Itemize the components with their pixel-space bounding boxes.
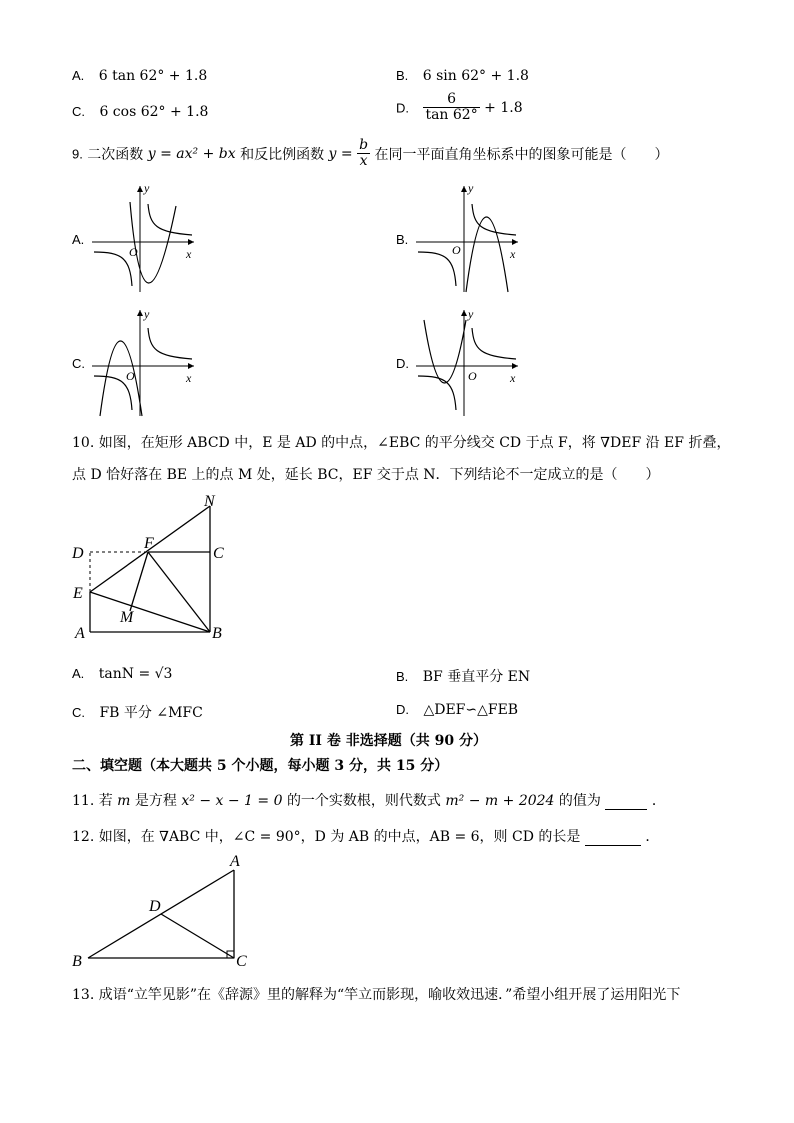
point-label-b: B [212,625,222,642]
option-text: tanN = √3 [98,666,173,682]
question-text: 11. 若 [72,793,113,809]
point-label-d: D [72,545,84,562]
point-label-c: C [213,545,224,562]
parabola-curve [100,341,142,416]
y-label: y [468,181,474,195]
q10-figure [70,494,250,644]
q12-figure [70,852,250,972]
parabola-curve [466,217,508,292]
equation: y = [328,145,353,162]
question-end: ． [651,793,666,809]
segment-dc [161,914,234,958]
hyperbola-branch-right [472,328,516,359]
q8-option-a [72,68,207,84]
variable: m [117,793,131,809]
question-text: 的值为 [558,793,601,809]
question-text: 12. 如图，在 ∇ABC 中，∠C = 90°，D 为 AB 的中点，AB = 6，则 CD 的长是 [72,829,581,845]
x-label: x [510,371,516,385]
expression: m² − m + 2024 [445,793,555,809]
equation: y = ax² + bx [147,145,236,162]
origin-label: O [452,243,461,257]
question-text: 二次函数 [87,146,144,163]
hyperbola-branch-left [418,376,456,410]
q10-option-b [396,666,530,686]
y-label: y [144,307,150,321]
q10-option-a [72,666,172,682]
x-label: x [186,247,192,261]
point-label-e: E [73,585,83,602]
point-label-n: N [204,493,215,510]
q8-option-c [72,104,208,120]
question-number: 9. [72,146,83,162]
question-text: 是方程 [134,793,177,809]
fraction-numerator: b [359,137,369,153]
point-label-d: D [149,898,161,915]
option-text: △DEF∽△FEB [423,702,519,718]
question-end: ． [645,829,660,845]
parabola-curve [424,320,466,383]
origin-label: O [129,245,138,259]
hyperbola-branch-right [148,328,192,359]
q9-graph-d [416,306,526,418]
hyperbola-branch-left [418,252,456,286]
q9-option-c: C. [72,356,85,371]
question-text: 的一个实数根，则代数式 [286,793,441,809]
option-expression-rest: + 1.8 [484,99,523,116]
q9-graph-a [92,182,202,294]
q13-stem: 13. 成语“立竿见影”在《辞源》里的解释为“竿立而影现，喻收效迅速．”希望小组开展了运用阳光下 [72,987,681,1003]
part-two-heading: 二、填空题（本大题共 5 个小题，每小题 3 分，共 15 分） [72,758,449,774]
hyperbola-branch-left [94,252,132,286]
question-text: 和反比例函数 [240,146,325,163]
q9-stem [72,138,669,170]
q9-option-d: D. [396,356,409,371]
origin-label: O [468,369,477,383]
option-expression: 6 sin 62° + 1.8 [422,68,529,84]
answer-blank[interactable] [585,829,641,846]
option-letter: D. [396,702,409,717]
option-expression: 6 cos 62° + 1.8 [99,104,209,120]
origin-label: O [126,369,135,383]
parabola-curve [130,202,176,283]
q8-option-b [396,68,529,84]
q9-graph-c [92,306,202,418]
hyperbola-branch-right [148,204,192,235]
q10-option-c [72,702,203,722]
option-text: FB 平分 ∠MFC [99,705,203,721]
option-letter: A. [72,666,85,681]
point-label-m: M [120,609,134,626]
fraction-numerator: 6 [423,92,479,108]
option-letter: D. [396,100,409,116]
q10-stem-line2: 点 D 恰好落在 BE 上的点 M 处，延长 BC，EF 交于点 N．下列结论不一定成立的是（ ） [72,467,660,483]
option-letter: A. [72,68,85,83]
fraction-denominator: tan 62° [425,107,478,124]
question-text: 在同一平面直角坐标系中的图象可能是（ ） [374,146,669,163]
hyperbola-branch-right [472,204,516,235]
option-text: BF 垂直平分 EN [422,669,531,685]
x-label: x [186,371,192,385]
segment-fb [148,552,210,632]
equation: x² − x − 1 = 0 [181,793,283,809]
fraction [357,138,370,170]
option-letter: B. [396,68,409,83]
section-title: 第 II 卷 非选择题（共 90 分） [290,733,487,749]
q9-option-b: B. [396,232,409,247]
fraction [423,92,479,124]
fraction-denominator: x [359,153,368,170]
point-label-a: A [230,853,240,870]
x-label: x [510,247,516,261]
point-label-c: C [236,953,247,970]
q9-graph-b [416,182,526,294]
segment-eb [90,592,210,632]
q10-option-d [396,702,518,718]
q11-stem [72,790,666,810]
option-letter: C. [72,705,85,720]
point-label-a: A [75,625,85,642]
y-label: y [468,307,474,321]
option-letter: C. [72,104,85,119]
option-letter: B. [396,669,409,684]
q9-option-a: A. [72,232,85,247]
q10-stem-line1: 10. 如图，在矩形 ABCD 中，E 是 AD 的中点，∠EBC 的平分线交 CD 于点 F，将 ∇DEF 沿 EF 折叠， [72,435,731,451]
point-label-b: B [72,953,82,970]
q12-stem [72,826,659,846]
y-label: y [144,181,150,195]
point-label-f: F [144,535,154,552]
option-expression: 6 tan 62° + 1.8 [98,68,208,84]
q8-option-d [396,92,523,124]
answer-blank[interactable] [605,793,647,810]
